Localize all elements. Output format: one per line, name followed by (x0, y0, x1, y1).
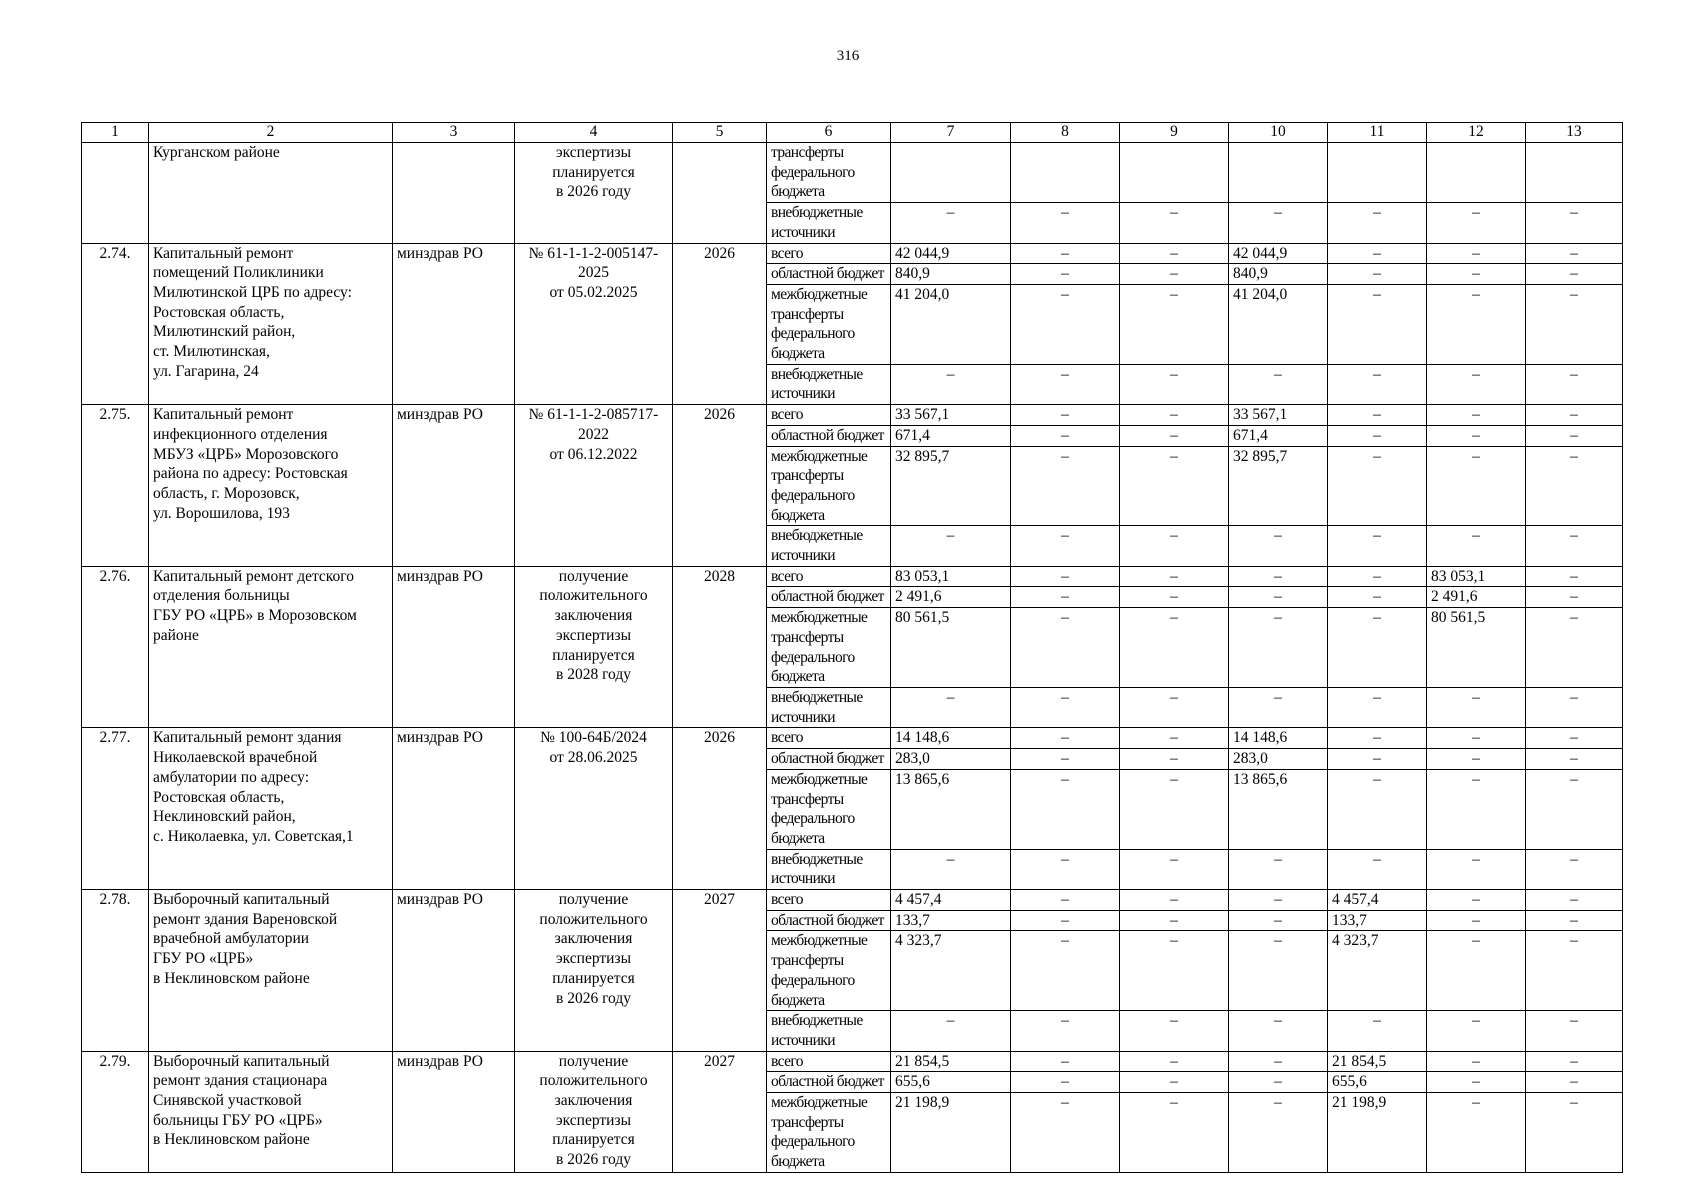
amount-col-7: – (891, 203, 1011, 243)
executor: минздрав РО (393, 890, 515, 1052)
amount-col-9: – (1120, 405, 1229, 426)
amount-col-11: – (1328, 446, 1427, 526)
amount-col-7: 14 148,6 (891, 728, 1011, 749)
table-row (82, 1051, 1623, 1072)
amount-col-11: 655,6 (1328, 1072, 1427, 1093)
expertise-doc: № 100-64Б/2024 от 28.06.2025 (515, 728, 673, 890)
amount-col-7: 83 053,1 (891, 566, 1011, 587)
amount-col-12: – (1427, 243, 1526, 264)
amount-col-11: – (1328, 566, 1427, 587)
funding-source: внебюджетные источники (767, 526, 891, 566)
amount-col-11 (1328, 143, 1427, 203)
amount-col-10: 42 044,9 (1229, 243, 1328, 264)
amount-col-10: – (1229, 364, 1328, 404)
funding-source: межбюджетные трансферты федерального бюджета (767, 284, 891, 364)
year: 2026 (673, 728, 767, 890)
amount-col-12: – (1427, 769, 1526, 849)
amount-col-11: – (1328, 526, 1427, 566)
amount-col-11: 4 323,7 (1328, 931, 1427, 1011)
amount-col-12: – (1427, 1093, 1526, 1173)
amount-col-10: – (1229, 849, 1328, 889)
executor (393, 143, 515, 244)
amount-col-13: – (1526, 243, 1623, 264)
amount-col-10: 32 895,7 (1229, 446, 1328, 526)
amount-col-13: – (1526, 910, 1623, 931)
amount-col-7: 283,0 (891, 749, 1011, 770)
amount-col-7: – (891, 687, 1011, 727)
item-number: 2.75. (82, 405, 149, 567)
year (673, 143, 767, 244)
amount-col-12: – (1427, 425, 1526, 446)
amount-col-7: – (891, 526, 1011, 566)
amount-col-8 (1011, 143, 1120, 203)
amount-col-11: 133,7 (1328, 910, 1427, 931)
amount-col-13: – (1526, 566, 1623, 587)
funding-source: межбюджетные трансферты федерального бюджета (767, 1093, 891, 1173)
executor: минздрав РО (393, 728, 515, 890)
amount-col-8: – (1011, 284, 1120, 364)
amount-col-13: – (1526, 849, 1623, 889)
amount-col-9: – (1120, 264, 1229, 285)
item-name: Капитальный ремонт помещений Поликлиники Милютинской ЦРБ по адресу: Ростовская область, Милютинский район, ст. Милютинская, ул. Гагарина, 24 (149, 243, 393, 405)
amount-col-12: – (1427, 264, 1526, 285)
amount-col-7: 4 323,7 (891, 931, 1011, 1011)
amount-col-9: – (1120, 526, 1229, 566)
funding-source: всего (767, 1051, 891, 1072)
funding-source: внебюджетные источники (767, 849, 891, 889)
amount-col-9: – (1120, 849, 1229, 889)
expertise-doc: получение положительного заключения экспертизы планируется в 2028 году (515, 566, 673, 728)
amount-col-11: – (1328, 749, 1427, 770)
amount-col-7: 21 198,9 (891, 1093, 1011, 1173)
amount-col-9: – (1120, 1093, 1229, 1173)
amount-col-10: – (1229, 566, 1328, 587)
amount-col-12: – (1427, 849, 1526, 889)
amount-col-9: – (1120, 566, 1229, 587)
amount-col-12: 80 561,5 (1427, 608, 1526, 688)
amount-col-10: – (1229, 203, 1328, 243)
amount-col-8: – (1011, 1011, 1120, 1051)
amount-col-7: – (891, 849, 1011, 889)
amount-col-12: – (1427, 890, 1526, 911)
amount-col-10: – (1229, 1011, 1328, 1051)
year: 2026 (673, 243, 767, 405)
year: 2027 (673, 1051, 767, 1172)
item-name: Капитальный ремонт инфекционного отделения МБУЗ «ЦРБ» Морозовского района по адресу: Ростовская область, г. Морозовск, ул. Ворошилова, 193 (149, 405, 393, 567)
column-number-13: 13 (1526, 123, 1623, 143)
amount-col-11: – (1328, 243, 1427, 264)
amount-col-13: – (1526, 405, 1623, 426)
amount-col-13: – (1526, 364, 1623, 404)
amount-col-7: 42 044,9 (891, 243, 1011, 264)
amount-col-12: 2 491,6 (1427, 587, 1526, 608)
executor: минздрав РО (393, 566, 515, 728)
amount-col-10: – (1229, 1072, 1328, 1093)
amount-col-8: – (1011, 1072, 1120, 1093)
column-number-4: 4 (515, 123, 673, 143)
amount-col-10: 840,9 (1229, 264, 1328, 285)
amount-col-7: 671,4 (891, 425, 1011, 446)
amount-col-10: – (1229, 608, 1328, 688)
amount-col-11: – (1328, 769, 1427, 849)
funding-source: внебюджетные источники (767, 364, 891, 404)
amount-col-12: – (1427, 446, 1526, 526)
amount-col-10: 33 567,1 (1229, 405, 1328, 426)
amount-col-9: – (1120, 1011, 1229, 1051)
amount-col-8: – (1011, 364, 1120, 404)
amount-col-7: – (891, 364, 1011, 404)
amount-col-8: – (1011, 931, 1120, 1011)
item-name: Выборочный капитальный ремонт здания стационара Синявской участковой больницы ГБУ РО «ЦРБ» в Неклиновском районе (149, 1051, 393, 1172)
amount-col-9: – (1120, 1072, 1229, 1093)
item-name: Курганском районе (149, 143, 393, 244)
amount-col-12: – (1427, 728, 1526, 749)
amount-col-13: – (1526, 769, 1623, 849)
funding-source: внебюджетные источники (767, 687, 891, 727)
amount-col-13: – (1526, 587, 1623, 608)
amount-col-9: – (1120, 587, 1229, 608)
funding-source: областной бюджет (767, 749, 891, 770)
table-row (82, 566, 1623, 587)
amount-col-10: – (1229, 587, 1328, 608)
amount-col-13: – (1526, 1093, 1623, 1173)
amount-col-7: 80 561,5 (891, 608, 1011, 688)
column-number-9: 9 (1120, 123, 1229, 143)
amount-col-13: – (1526, 446, 1623, 526)
amount-col-9: – (1120, 769, 1229, 849)
amount-col-12: – (1427, 284, 1526, 364)
amount-col-13: – (1526, 931, 1623, 1011)
amount-col-11: – (1328, 264, 1427, 285)
column-number-8: 8 (1011, 123, 1120, 143)
amount-col-7: 33 567,1 (891, 405, 1011, 426)
column-number-7: 7 (891, 123, 1011, 143)
amount-col-10: – (1229, 890, 1328, 911)
amount-col-8: – (1011, 608, 1120, 688)
funding-source: всего (767, 405, 891, 426)
amount-col-8: – (1011, 446, 1120, 526)
amount-col-7: 13 865,6 (891, 769, 1011, 849)
funding-source: областной бюджет (767, 425, 891, 446)
amount-col-13: – (1526, 1051, 1623, 1072)
amount-col-10: 671,4 (1229, 425, 1328, 446)
amount-col-8: – (1011, 910, 1120, 931)
funding-source: межбюджетные трансферты федерального бюджета (767, 931, 891, 1011)
column-number-10: 10 (1229, 123, 1328, 143)
amount-col-8: – (1011, 405, 1120, 426)
amount-col-12: – (1427, 364, 1526, 404)
amount-col-10: – (1229, 910, 1328, 931)
amount-col-11: – (1328, 728, 1427, 749)
amount-col-8: – (1011, 203, 1120, 243)
funding-source: межбюджетные трансферты федерального бюджета (767, 769, 891, 849)
amount-col-11: – (1328, 587, 1427, 608)
amount-col-10: – (1229, 1051, 1328, 1072)
budget-table (81, 122, 1623, 1173)
amount-col-10: – (1229, 1093, 1328, 1173)
amount-col-13: – (1526, 890, 1623, 911)
amount-col-8: – (1011, 890, 1120, 911)
year: 2026 (673, 405, 767, 567)
amount-col-10 (1229, 143, 1328, 203)
item-name: Выборочный капитальный ремонт здания Вареновской врачебной амбулатории ГБУ РО «ЦРБ» в Неклиновском районе (149, 890, 393, 1052)
amount-col-9: – (1120, 364, 1229, 404)
funding-source: межбюджетные трансферты федерального бюджета (767, 446, 891, 526)
column-number-6: 6 (767, 123, 891, 143)
column-number-3: 3 (393, 123, 515, 143)
item-number: 2.78. (82, 890, 149, 1052)
amount-col-7: 2 491,6 (891, 587, 1011, 608)
executor: минздрав РО (393, 1051, 515, 1172)
amount-col-11: 21 854,5 (1328, 1051, 1427, 1072)
amount-col-7: – (891, 1011, 1011, 1051)
amount-col-8: – (1011, 749, 1120, 770)
amount-col-7: 133,7 (891, 910, 1011, 931)
column-number-5: 5 (673, 123, 767, 143)
funding-source: всего (767, 728, 891, 749)
amount-col-8: – (1011, 264, 1120, 285)
amount-col-9: – (1120, 687, 1229, 727)
funding-source: всего (767, 566, 891, 587)
table-row (82, 405, 1623, 426)
amount-col-10: 14 148,6 (1229, 728, 1328, 749)
amount-col-12 (1427, 143, 1526, 203)
amount-col-7 (891, 143, 1011, 203)
amount-col-13: – (1526, 284, 1623, 364)
amount-col-12: – (1427, 931, 1526, 1011)
executor: минздрав РО (393, 405, 515, 567)
expertise-doc: экспертизы планируется в 2026 году (515, 143, 673, 244)
funding-source: областной бюджет (767, 1072, 891, 1093)
amount-col-9: – (1120, 728, 1229, 749)
amount-col-12: – (1427, 203, 1526, 243)
amount-col-8: – (1011, 1093, 1120, 1173)
amount-col-8: – (1011, 687, 1120, 727)
item-number: 2.77. (82, 728, 149, 890)
funding-source: всего (767, 243, 891, 264)
item-name: Капитальный ремонт здания Николаевской врачебной амбулатории по адресу: Ростовская область, Неклиновский район, с. Николаевка, ул. Советская,1 (149, 728, 393, 890)
column-number-2: 2 (149, 123, 393, 143)
item-number: 2.76. (82, 566, 149, 728)
expertise-doc: получение положительного заключения экспертизы планируется в 2026 году (515, 890, 673, 1052)
column-number-12: 12 (1427, 123, 1526, 143)
amount-col-12: – (1427, 749, 1526, 770)
table-row (82, 143, 1623, 203)
amount-col-11: – (1328, 849, 1427, 889)
amount-col-13: – (1526, 728, 1623, 749)
amount-col-12: – (1427, 687, 1526, 727)
funding-source: областной бюджет (767, 910, 891, 931)
amount-col-11: – (1328, 203, 1427, 243)
amount-col-10: 283,0 (1229, 749, 1328, 770)
amount-col-13: – (1526, 526, 1623, 566)
amount-col-7: 840,9 (891, 264, 1011, 285)
column-number-1: 1 (82, 123, 149, 143)
amount-col-9: – (1120, 284, 1229, 364)
amount-col-7: 655,6 (891, 1072, 1011, 1093)
amount-col-13: – (1526, 203, 1623, 243)
amount-col-8: – (1011, 1051, 1120, 1072)
year: 2027 (673, 890, 767, 1052)
amount-col-10: 41 204,0 (1229, 284, 1328, 364)
expertise-doc: № 61-1-1-2-005147- 2025 от 05.02.2025 (515, 243, 673, 405)
table-row (82, 728, 1623, 749)
column-number-row (82, 123, 1623, 143)
amount-col-13: – (1526, 425, 1623, 446)
funding-source: областной бюджет (767, 587, 891, 608)
amount-col-8: – (1011, 849, 1120, 889)
amount-col-12: 83 053,1 (1427, 566, 1526, 587)
page-number: 316 (836, 48, 860, 64)
amount-col-8: – (1011, 425, 1120, 446)
amount-col-9: – (1120, 203, 1229, 243)
amount-col-12: – (1427, 910, 1526, 931)
amount-col-9: – (1120, 446, 1229, 526)
amount-col-13: – (1526, 608, 1623, 688)
amount-col-9: – (1120, 425, 1229, 446)
amount-col-13: – (1526, 264, 1623, 285)
amount-col-12: – (1427, 526, 1526, 566)
amount-col-11: – (1328, 425, 1427, 446)
amount-col-10: – (1229, 931, 1328, 1011)
amount-col-8: – (1011, 728, 1120, 749)
funding-source: всего (767, 890, 891, 911)
expertise-doc: № 61-1-1-2-085717- 2022 от 06.12.2022 (515, 405, 673, 567)
amount-col-7: 21 854,5 (891, 1051, 1011, 1072)
amount-col-9: – (1120, 910, 1229, 931)
funding-source: трансферты федерального бюджета (767, 143, 891, 203)
funding-source: межбюджетные трансферты федерального бюджета (767, 608, 891, 688)
executor: минздрав РО (393, 243, 515, 405)
amount-col-10: – (1229, 526, 1328, 566)
expertise-doc: получение положительного заключения экспертизы планируется в 2026 году (515, 1051, 673, 1172)
item-number: 2.74. (82, 243, 149, 405)
column-number-11: 11 (1328, 123, 1427, 143)
amount-col-7: 32 895,7 (891, 446, 1011, 526)
amount-col-8: – (1011, 769, 1120, 849)
amount-col-12: – (1427, 1051, 1526, 1072)
table-row (82, 890, 1623, 911)
amount-col-9: – (1120, 608, 1229, 688)
amount-col-9: – (1120, 890, 1229, 911)
amount-col-7: 41 204,0 (891, 284, 1011, 364)
amount-col-8: – (1011, 587, 1120, 608)
amount-col-8: – (1011, 566, 1120, 587)
amount-col-12: – (1427, 405, 1526, 426)
amount-col-10: 13 865,6 (1229, 769, 1328, 849)
amount-col-13: – (1526, 1011, 1623, 1051)
funding-source: областной бюджет (767, 264, 891, 285)
amount-col-9: – (1120, 931, 1229, 1011)
amount-col-9: – (1120, 749, 1229, 770)
table-row (82, 243, 1623, 264)
amount-col-13: – (1526, 687, 1623, 727)
amount-col-12: – (1427, 1011, 1526, 1051)
item-name: Капитальный ремонт детского отделения больницы ГБУ РО «ЦРБ» в Морозовском районе (149, 566, 393, 728)
funding-source: внебюджетные источники (767, 1011, 891, 1051)
amount-col-11: 4 457,4 (1328, 890, 1427, 911)
funding-source: внебюджетные источники (767, 203, 891, 243)
amount-col-13: – (1526, 1072, 1623, 1093)
amount-col-7: 4 457,4 (891, 890, 1011, 911)
amount-col-12: – (1427, 1072, 1526, 1093)
amount-col-13: – (1526, 749, 1623, 770)
amount-col-9 (1120, 143, 1229, 203)
amount-col-11: – (1328, 364, 1427, 404)
amount-col-11: – (1328, 284, 1427, 364)
item-number (82, 143, 149, 244)
amount-col-13 (1526, 143, 1623, 203)
amount-col-8: – (1011, 243, 1120, 264)
amount-col-9: – (1120, 243, 1229, 264)
item-number: 2.79. (82, 1051, 149, 1172)
amount-col-11: – (1328, 1011, 1427, 1051)
amount-col-11: 21 198,9 (1328, 1093, 1427, 1173)
amount-col-8: – (1011, 526, 1120, 566)
amount-col-11: – (1328, 687, 1427, 727)
year: 2028 (673, 566, 767, 728)
amount-col-9: – (1120, 1051, 1229, 1072)
amount-col-11: – (1328, 608, 1427, 688)
amount-col-11: – (1328, 405, 1427, 426)
amount-col-10: – (1229, 687, 1328, 727)
